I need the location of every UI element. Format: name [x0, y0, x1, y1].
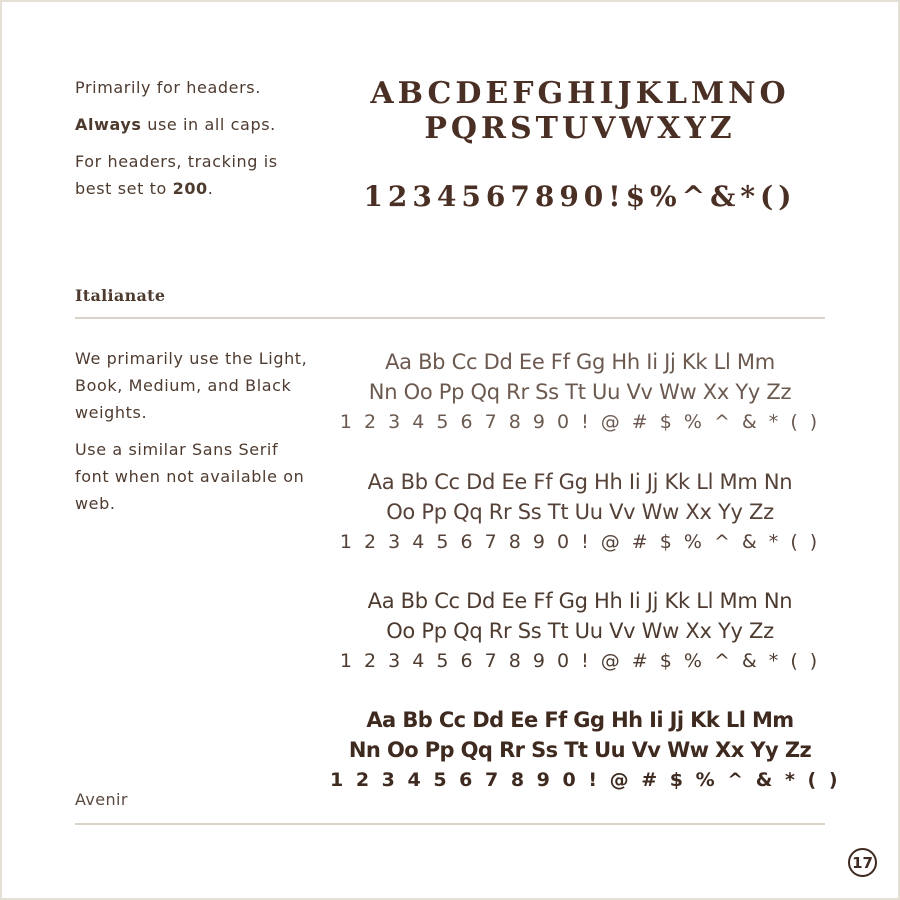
body-font-name: Avenir — [75, 790, 128, 809]
sample-numerals: 1 2 3 4 5 6 7 8 9 0 ! @ # $ % ^ & * ( ) — [339, 650, 821, 672]
header-note-always: Always — [75, 115, 142, 134]
sample-line-2: Oo Pp Qq Rr Ss Tt Uu Vv Ww Xx Yy Zz — [386, 619, 774, 643]
sample-numerals: 1 2 3 4 5 6 7 8 9 0 ! @ # $ % ^ & * ( ) — [330, 769, 841, 791]
weight-sample-book — [330, 467, 830, 557]
divider-top — [75, 317, 825, 319]
header-alphabet-row-1: ABCDEFGHIJKLMNO — [370, 76, 790, 111]
sample-numerals: 1 2 3 4 5 6 7 8 9 0 ! @ # $ % ^ & * ( ) — [339, 411, 821, 433]
sample-line-1: Aa Bb Cc Dd Ee Ff Gg Hh Ii Jj Kk Ll Mm Nn — [367, 589, 793, 613]
weight-sample-light — [330, 347, 830, 437]
header-numerals: 1234567890!$%^&*() — [363, 180, 797, 213]
page-number-badge — [848, 848, 877, 877]
weight-sample-black — [330, 705, 841, 795]
page-number: 17 — [852, 853, 873, 872]
divider-bottom — [75, 823, 825, 825]
header-font-name: Italianate — [75, 286, 166, 305]
sample-line-1: Aa Bb Cc Dd Ee Ff Gg Hh Ii Jj Kk Ll Mm — [366, 708, 794, 732]
body-font-notes — [75, 345, 315, 527]
body-note-weights: We primarily use the Light, Book, Medium, and Black weights. — [75, 349, 308, 422]
sample-line-1: Aa Bb Cc Dd Ee Ff Gg Hh Ii Jj Kk Ll Mm — [385, 350, 775, 374]
sample-line-2: Nn Oo Pp Qq Rr Ss Tt Uu Vv Ww Xx Yy Zz — [368, 380, 792, 404]
sample-numerals: 1 2 3 4 5 6 7 8 9 0 ! @ # $ % ^ & * ( ) — [339, 531, 821, 553]
header-note-primary: Primarily for headers. — [75, 78, 261, 97]
header-note-tracking: For headers, tracking is best set to 200. — [75, 152, 278, 198]
sample-line-1: Aa Bb Cc Dd Ee Ff Gg Hh Ii Jj Kk Ll Mm Nn — [367, 470, 793, 494]
body-note-fallback: Use a similar Sans Serif font when not available on web. — [75, 440, 305, 513]
header-font-notes — [75, 74, 315, 212]
sample-line-2: Nn Oo Pp Qq Rr Ss Tt Uu Vv Ww Xx Yy Zz — [348, 738, 812, 762]
weight-sample-medium — [330, 586, 830, 676]
header-note-caps: Always use in all caps. — [75, 115, 276, 134]
header-note-tracking-value: 200 — [172, 179, 208, 198]
header-alphabet-row-2: PQRSTUVWXYZ — [424, 111, 736, 146]
sample-line-2: Oo Pp Qq Rr Ss Tt Uu Vv Ww Xx Yy Zz — [386, 500, 774, 524]
